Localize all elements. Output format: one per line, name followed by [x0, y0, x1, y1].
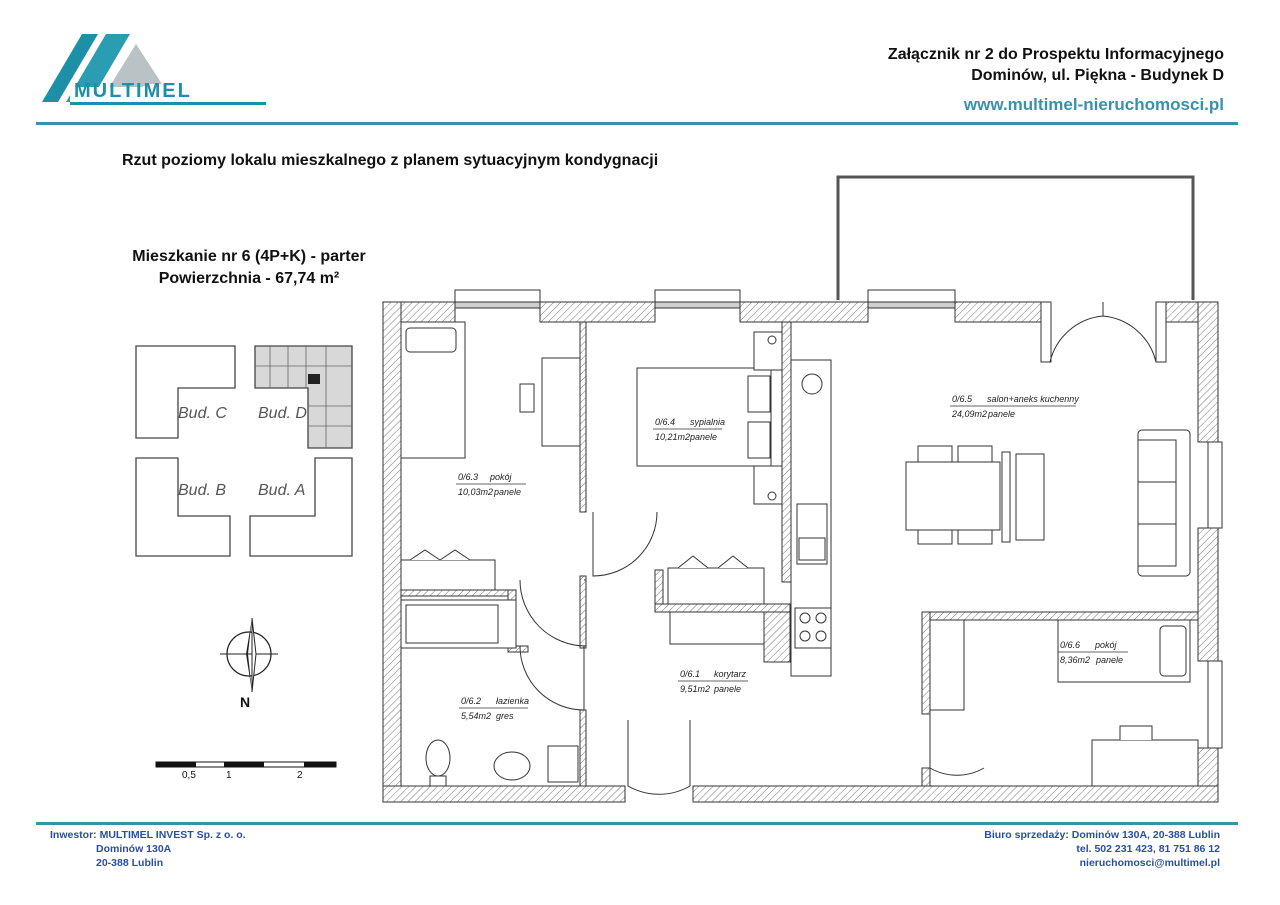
kitchen-units [791, 360, 831, 676]
header-line-2: Dominów, ul. Piękna - Budynek D [971, 67, 1224, 84]
svg-text:0/6.5: 0/6.5 [952, 394, 973, 404]
svg-text:10,03m2: 10,03m2 [458, 487, 494, 497]
svg-text:panele: panele [690, 432, 718, 442]
investor-address: Dominów 130A [96, 843, 172, 855]
living-furniture [906, 430, 1190, 576]
svg-text:0/6.4: 0/6.4 [655, 417, 676, 427]
north-label: N [240, 694, 251, 710]
svg-text:0/6.6: 0/6.6 [1060, 640, 1081, 650]
building-label: Bud. D [258, 405, 307, 422]
building-label: Bud. B [178, 482, 227, 499]
balcony-outline [838, 177, 1193, 300]
svg-text:korytarz: korytarz [714, 669, 747, 679]
sales-office-address: Biuro sprzedaży: Dominów 130A, 20-388 Lublin [984, 829, 1220, 841]
building-label: Bud. C [178, 405, 227, 422]
doors [520, 302, 1156, 794]
svg-text:10,21m2: 10,21m2 [655, 432, 691, 442]
svg-text:5,54m2: 5,54m2 [461, 711, 492, 721]
plan-title: Rzut poziomy lokalu mieszkalnego z planem sytuacyjnym kondygnacji [122, 152, 659, 169]
website-link[interactable]: www.multimel-nieruchomosci.pl [963, 95, 1224, 114]
svg-text:sypialnia: sypialnia [690, 417, 726, 427]
apartment-area: Powierzchnia - 67,74 m² [158, 270, 340, 287]
svg-text:łazienka: łazienka [496, 696, 530, 706]
room-label [678, 669, 748, 694]
svg-text:pokój: pokój [490, 472, 512, 482]
sales-office-phone: tel. 502 231 423, 81 751 86 12 [1076, 843, 1220, 855]
header-line-1: Załącznik nr 2 do Prospektu Informacyjnego [887, 46, 1224, 63]
investor-city: 20-388 Lublin [96, 857, 164, 869]
svg-text:0/6.1: 0/6.1 [680, 669, 701, 679]
svg-text:panele: panele [988, 409, 1016, 419]
logo-text: MULTIMEL [74, 80, 192, 102]
svg-text:0/6.2: 0/6.2 [461, 696, 482, 706]
building-label: Bud. A [258, 482, 306, 499]
svg-text:8,36m2: 8,36m2 [1060, 655, 1091, 665]
svg-text:pokój: pokój [1095, 640, 1117, 650]
room-label [950, 394, 1079, 419]
svg-text:panele: panele [1096, 655, 1124, 665]
scale-label: 0,5 [182, 770, 196, 781]
svg-text:panele: panele [494, 487, 522, 497]
footer-divider [36, 822, 1238, 825]
bathroom-fixtures [426, 740, 578, 786]
corridor-furniture [670, 612, 764, 644]
scale-label: 2 [297, 770, 303, 781]
svg-text:9,51m2: 9,51m2 [680, 684, 711, 694]
room-64-furniture [637, 332, 782, 604]
svg-text:gres: gres [496, 711, 514, 721]
svg-text:0/6.3: 0/6.3 [458, 472, 479, 482]
svg-text:panele: panele [714, 684, 742, 694]
scale-label: 1 [226, 770, 232, 781]
investor-name: Inwestor: MULTIMEL INVEST Sp. z o. o. [50, 829, 246, 841]
svg-text:24,09m2: 24,09m2 [952, 409, 988, 419]
room-label [456, 472, 526, 497]
investor-info [50, 828, 246, 870]
sales-office-email[interactable]: nieruchomosci@multimel.pl [1079, 857, 1220, 869]
sales-office-info [984, 828, 1220, 870]
room-63-furniture [401, 322, 580, 648]
svg-text:salon+aneks kuchenny: salon+aneks kuchenny [987, 394, 1079, 404]
apartment-name: Mieszkanie nr 6 (4P+K) - parter [132, 248, 366, 265]
room-label [459, 696, 529, 721]
